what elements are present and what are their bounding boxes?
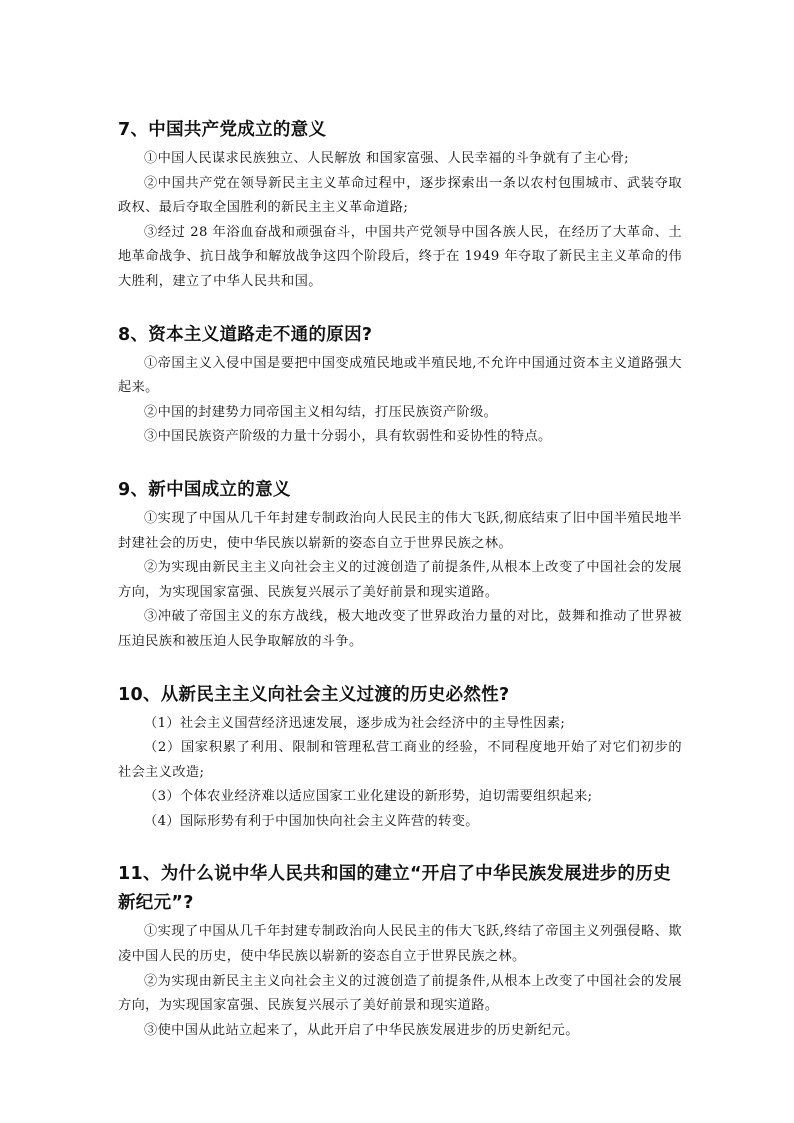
section-heading: 10、从新民主主义向社会主义过渡的历史必然性? [118,684,510,705]
section-11 [118,860,682,1043]
section-heading: 7、中国共产党成立的意义 [118,120,327,140]
paragraph: ③冲破了帝国主义的东方战线，极大地改变了世界政治力量的对比，鼓舞和推动了世界被压迫民族和被压迫人民争取解放的斗争。 [118,609,682,649]
paragraph: ②为实现由新民主主义向社会主义的过渡创造了前提条件,从根本上改变了中国社会的发展方向，为实现国家富强、民族复兴展示了美好前景和现实道路。 [118,560,682,600]
paragraph: ①实现了中国从几千年封建专制政治向人民民主的伟大飞跃,彻底结束了旧中国半殖民地半封建社会的历史，使中华民族以崭新的姿态自立于世界民族之林。 [118,510,682,551]
section-heading: 9、新中国成立的意义 [118,479,291,500]
paragraph: ②中国共产党在领导新民主主义革命过程中，逐步探索出一条以农村包围城市、武装夺取政权、最后夺取全国胜利的新民主主义革命道路; [118,175,682,216]
paragraph: （1）社会主义国营经济迅速发展，逐步成为社会经济中的主导性因素; [144,715,566,731]
section-heading: 11、为什么说中华人民共和国的建立“开启了中华民族发展进步的历史新纪元”? [118,864,671,914]
paragraph: ①中国人民谋求民族独立、人民解放 和国家富强、人民幸福的斗争就有了主心骨; [144,151,629,166]
section-8 [118,321,682,450]
section-heading: 8、资本主义道路走不通的原因? [118,324,373,345]
paragraph: ①实现了中国从几千年封建专制政治向人民民主的伟大飞跃,终结了帝国主义列强侵略、欺凌中国人民的历史，使中华民族以崭新的姿态自立于世界民族之林。 [118,924,682,965]
paragraph: ②中国的封建势力同帝国主义相勾结，打压民族资产阶级。 [144,404,498,420]
paragraph: （4）国际形势有利于中国加快向社会主义阵营的转变。 [144,813,479,829]
paragraph: ③中国民族资产阶级的力量十分弱小，具有软弱性和妥协性的特点。 [144,429,552,445]
section-10 [118,681,682,835]
paragraph: ③经过 28 年浴血奋战和顽强奋斗，中国共产党领导中国各族人民，在经历了大革命、土地革命战争、抗日战争和解放战争这四个阶段后，终于在 1949 年夺取了新民主主义革命的伟大胜利，建立了中华人民共和国。 [118,224,682,289]
paragraph: ①帝国主义入侵中国是要把中国变成殖民地或半殖民地,不允许中国通过资本主义道路强大起来。 [118,355,682,396]
paragraph: （3）个体农业经济难以适应国家工业化建设的新形势，迫切需要组织起来; [144,789,593,805]
section-7 [118,116,682,295]
paragraph: ②为实现由新民主主义向社会主义的过渡创造了前提条件,从根本上改变了中国社会的发展方向，为实现国家富强、民族复兴展示了美好前景和现实道路。 [118,973,682,1014]
paragraph: （2）国家积累了利用、限制和管理私营工商业的经验，不同程度地开始了对它们初步的社会主义改造; [118,740,682,780]
section-9 [118,476,682,655]
paragraph: ③使中国从此站立起来了，从此开启了中华民族发展进步的历史新纪元。 [144,1022,579,1038]
